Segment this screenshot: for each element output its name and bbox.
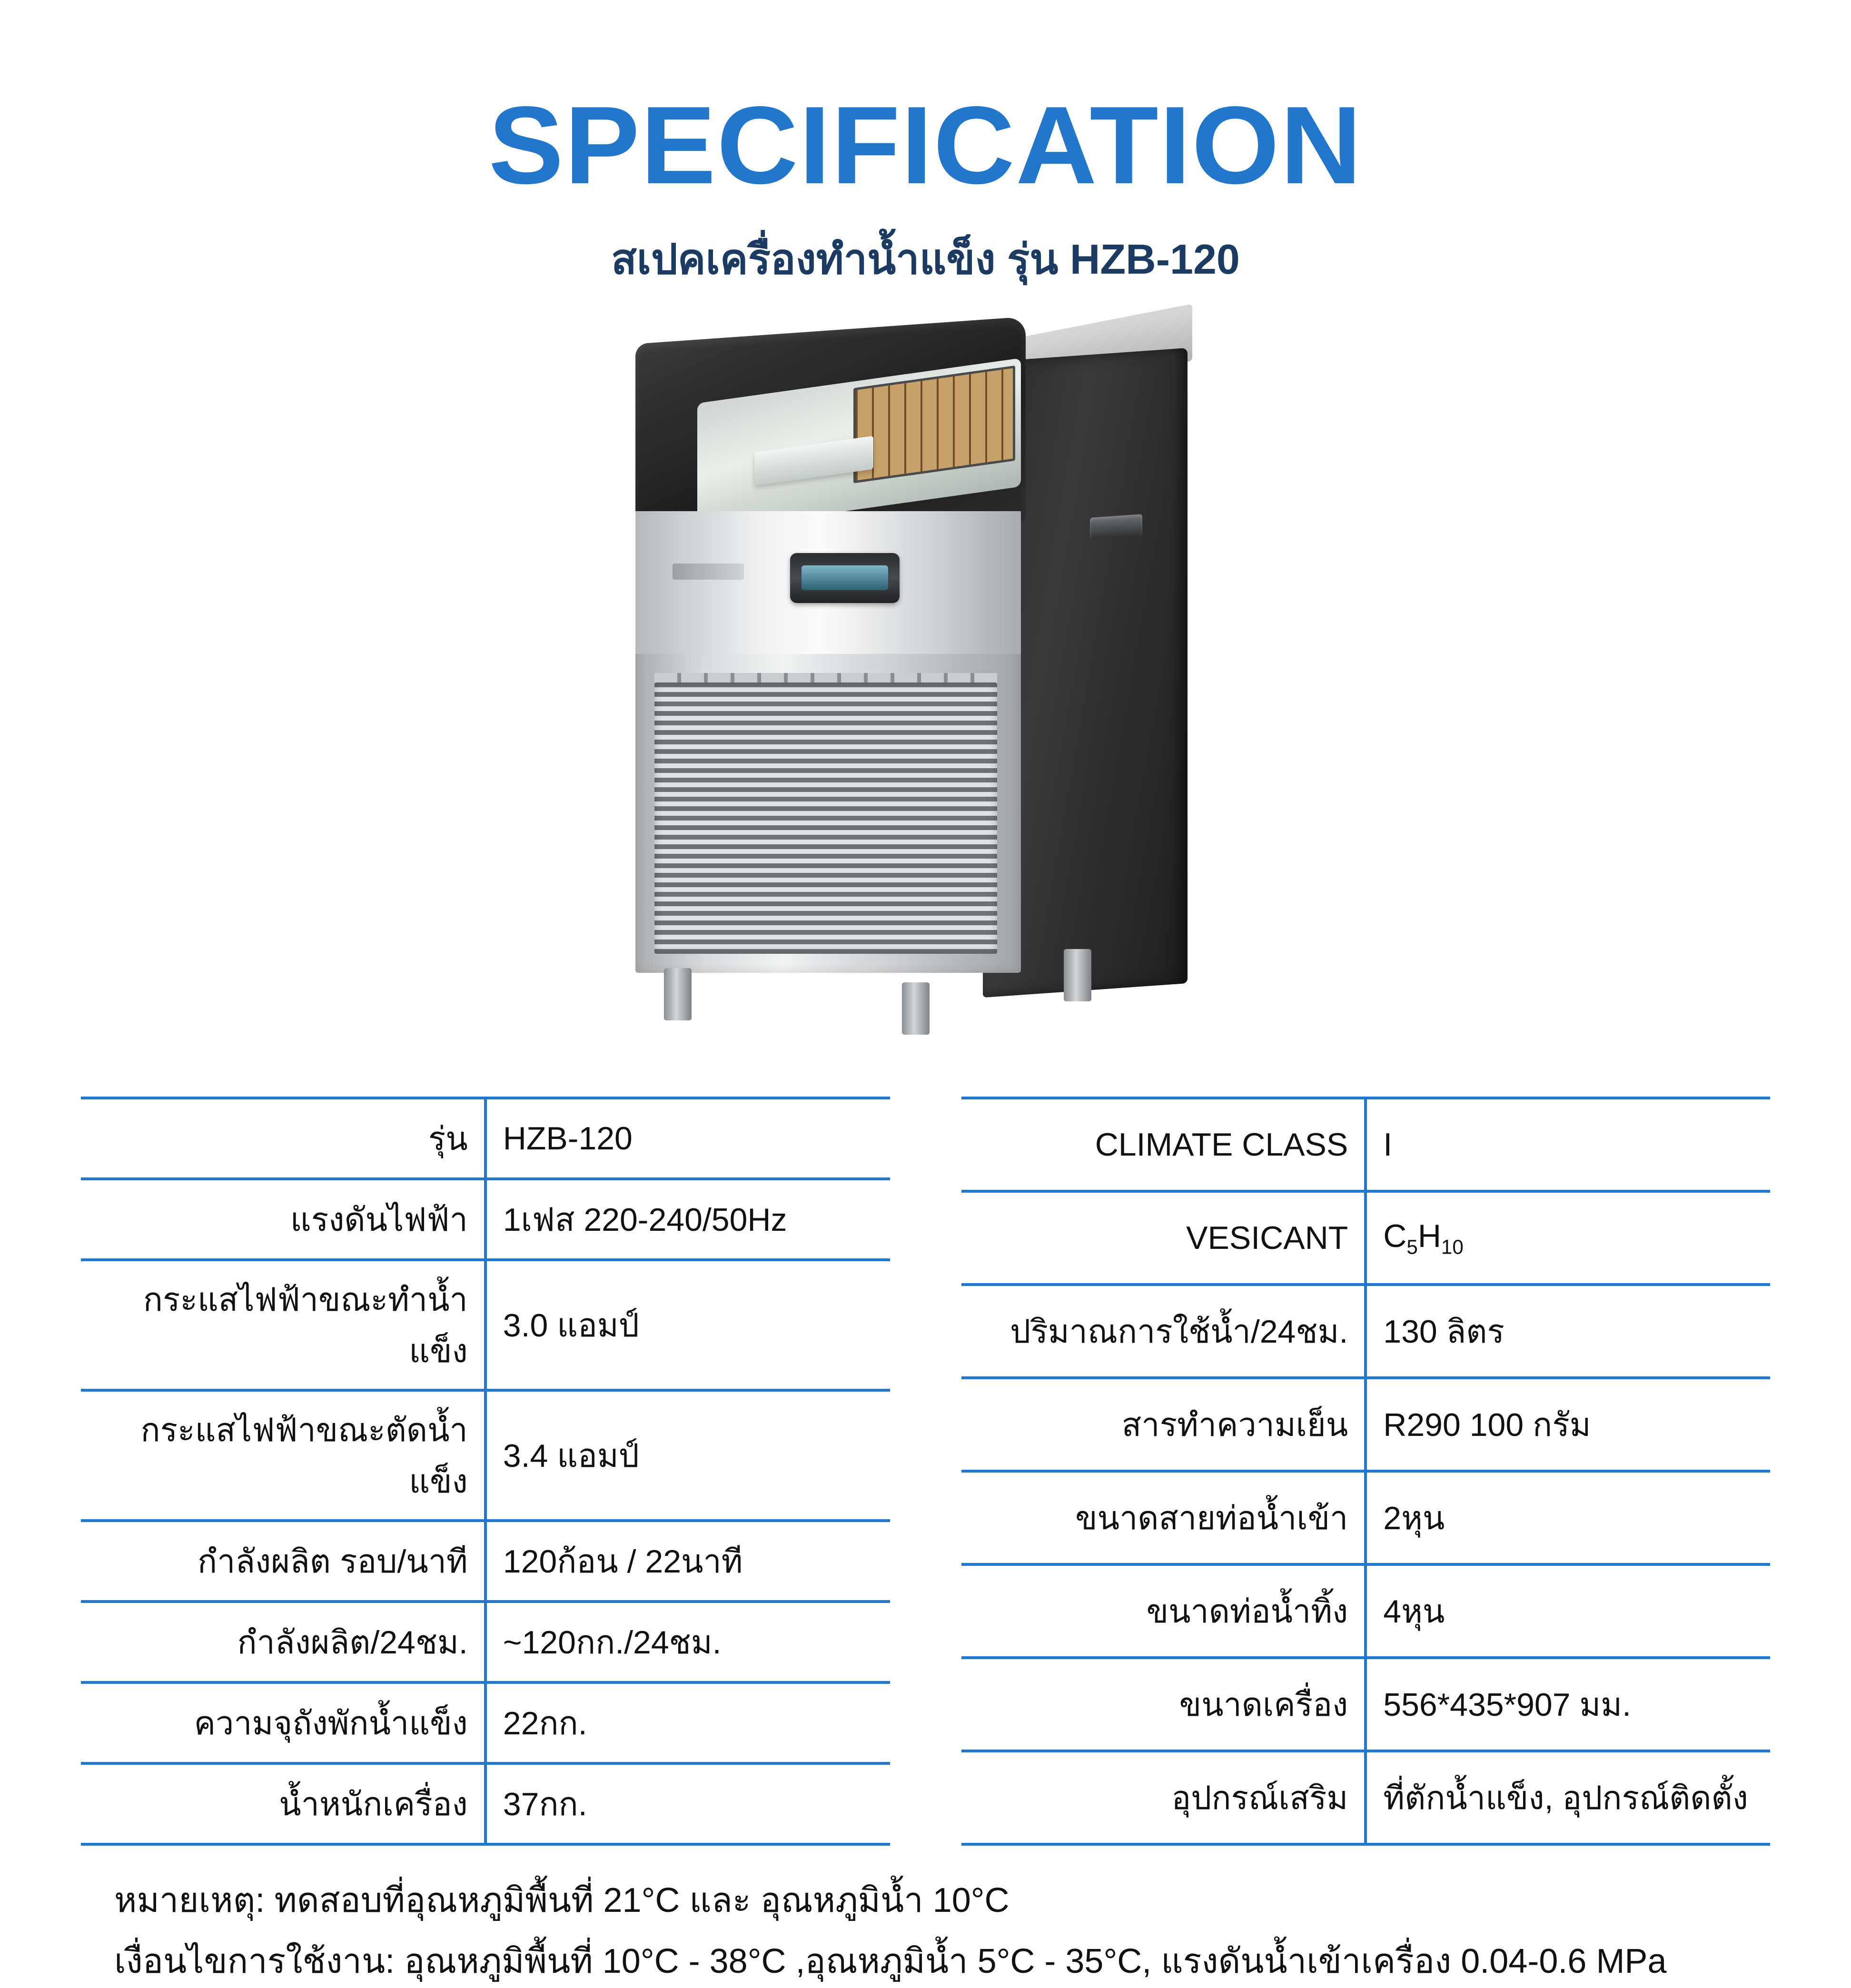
spec-label: CLIMATE CLASS: [961, 1098, 1366, 1191]
machine-leg: [664, 968, 692, 1020]
machine-leg: [902, 982, 930, 1035]
spec-label: สารทำความเย็น: [961, 1378, 1366, 1471]
notes-section: [0, 1846, 1851, 1988]
table-row: [961, 1378, 1771, 1471]
table-row: [81, 1682, 890, 1763]
spec-value: 120ก้อน / 22นาที: [485, 1521, 890, 1602]
spec-value: 4หุน: [1366, 1564, 1770, 1658]
table-row: [81, 1098, 890, 1179]
table-row: [961, 1751, 1771, 1844]
spec-value: ที่ตักน้ำแข็ง, อุปกรณ์ติดตั้ง: [1366, 1751, 1770, 1844]
spec-label: แรงดันไฟฟ้า: [81, 1179, 485, 1260]
spec-value: HZB-120: [485, 1098, 890, 1179]
table-row: [81, 1390, 890, 1521]
control-panel: [790, 553, 900, 603]
ice-machine-illustration: [607, 311, 1245, 1054]
spec-value: 3.4 แอมป์: [485, 1390, 890, 1521]
spec-table-right: [961, 1097, 1771, 1846]
spec-label: รุ่น: [81, 1098, 485, 1179]
spec-value: 37กก.: [485, 1763, 890, 1844]
spec-label: ขนาดสายท่อน้ำเข้า: [961, 1471, 1366, 1564]
spec-label: ความจุถังพักน้ำแข็ง: [81, 1682, 485, 1763]
spec-label: VESICANT: [961, 1191, 1366, 1285]
spec-label: กระแสไฟฟ้าขณะทำน้ำแข็ง: [81, 1260, 485, 1390]
spec-value: ~120กก./24ชม.: [485, 1602, 890, 1682]
machine-front-panel: [635, 511, 1021, 973]
spec-value: I: [1366, 1098, 1770, 1191]
spec-label: ปริมาณการใช้น้ำ/24ชม.: [961, 1285, 1366, 1378]
page-subtitle: สเปคเครื่องทำน้ำแข็ง รุ่น HZB-120: [611, 236, 1240, 283]
evaporator-grid: [853, 366, 1015, 484]
machine-side-handle: [1090, 514, 1142, 540]
spec-value: 3.0 แอมป์: [485, 1260, 890, 1390]
spec-value-vesicant: $C_5H_{10}$: [1366, 1191, 1770, 1285]
spec-label: น้ำหนักเครื่อง: [81, 1763, 485, 1844]
spec-label: อุปกรณ์เสริม: [961, 1751, 1366, 1844]
spec-value: 556*435*907 มม.: [1366, 1658, 1770, 1751]
spec-label: กำลังผลิต รอบ/นาที: [81, 1521, 485, 1602]
spec-label: ขนาดเครื่อง: [961, 1658, 1366, 1751]
spec-value: 1เฟส 220-240/50Hz: [485, 1179, 890, 1260]
spec-label: ขนาดท่อน้ำทิ้ง: [961, 1564, 1366, 1658]
machine-leg: [1064, 949, 1091, 1001]
condenser-vent-grille: [654, 682, 997, 954]
control-display-screen: [802, 565, 888, 590]
table-row: [961, 1471, 1771, 1564]
table-row: [81, 1763, 890, 1844]
table-row: [961, 1191, 1771, 1285]
product-image-area: [0, 311, 1851, 1087]
table-row: [961, 1098, 1771, 1191]
table-row: [961, 1564, 1771, 1658]
note-line: หมายเหตุ: ทดสอบที่อุณหภูมิพื้นที่ 21°C และ อุณหภูมิน้ำ 10°C: [114, 1881, 1010, 1919]
table-row: [81, 1521, 890, 1602]
table-row: [961, 1658, 1771, 1751]
spec-value: 2หุน: [1366, 1471, 1770, 1564]
page-title: SPECIFICATION: [488, 84, 1363, 207]
header: [0, 0, 1851, 292]
table-row: [81, 1260, 890, 1390]
spec-label: กระแสไฟฟ้าขณะตัดน้ำแข็ง: [81, 1390, 485, 1521]
spec-value: R290 100 กรัม: [1366, 1378, 1770, 1471]
spec-label: กำลังผลิต/24ชม.: [81, 1602, 485, 1682]
table-row: [961, 1285, 1771, 1378]
table-row: [81, 1179, 890, 1260]
specification-tables: [0, 1097, 1851, 1846]
table-row: [81, 1602, 890, 1682]
spec-value: 130 ลิตร: [1366, 1285, 1770, 1378]
machine-lid-window: [697, 358, 1021, 532]
spec-table-left: [81, 1097, 890, 1846]
note-line: เงื่อนไขการใช้งาน: อุณหภูมิพื้นที่ 10°C - 38°C ,อุณหภูมิน้ำ 5°C - 35°C, แรงดันน้ำเข้าเครื่อง 0.04-0.6 MPa: [114, 1942, 1667, 1980]
brand-logo-icon: [673, 564, 744, 580]
spec-value: 22กก.: [485, 1682, 890, 1763]
